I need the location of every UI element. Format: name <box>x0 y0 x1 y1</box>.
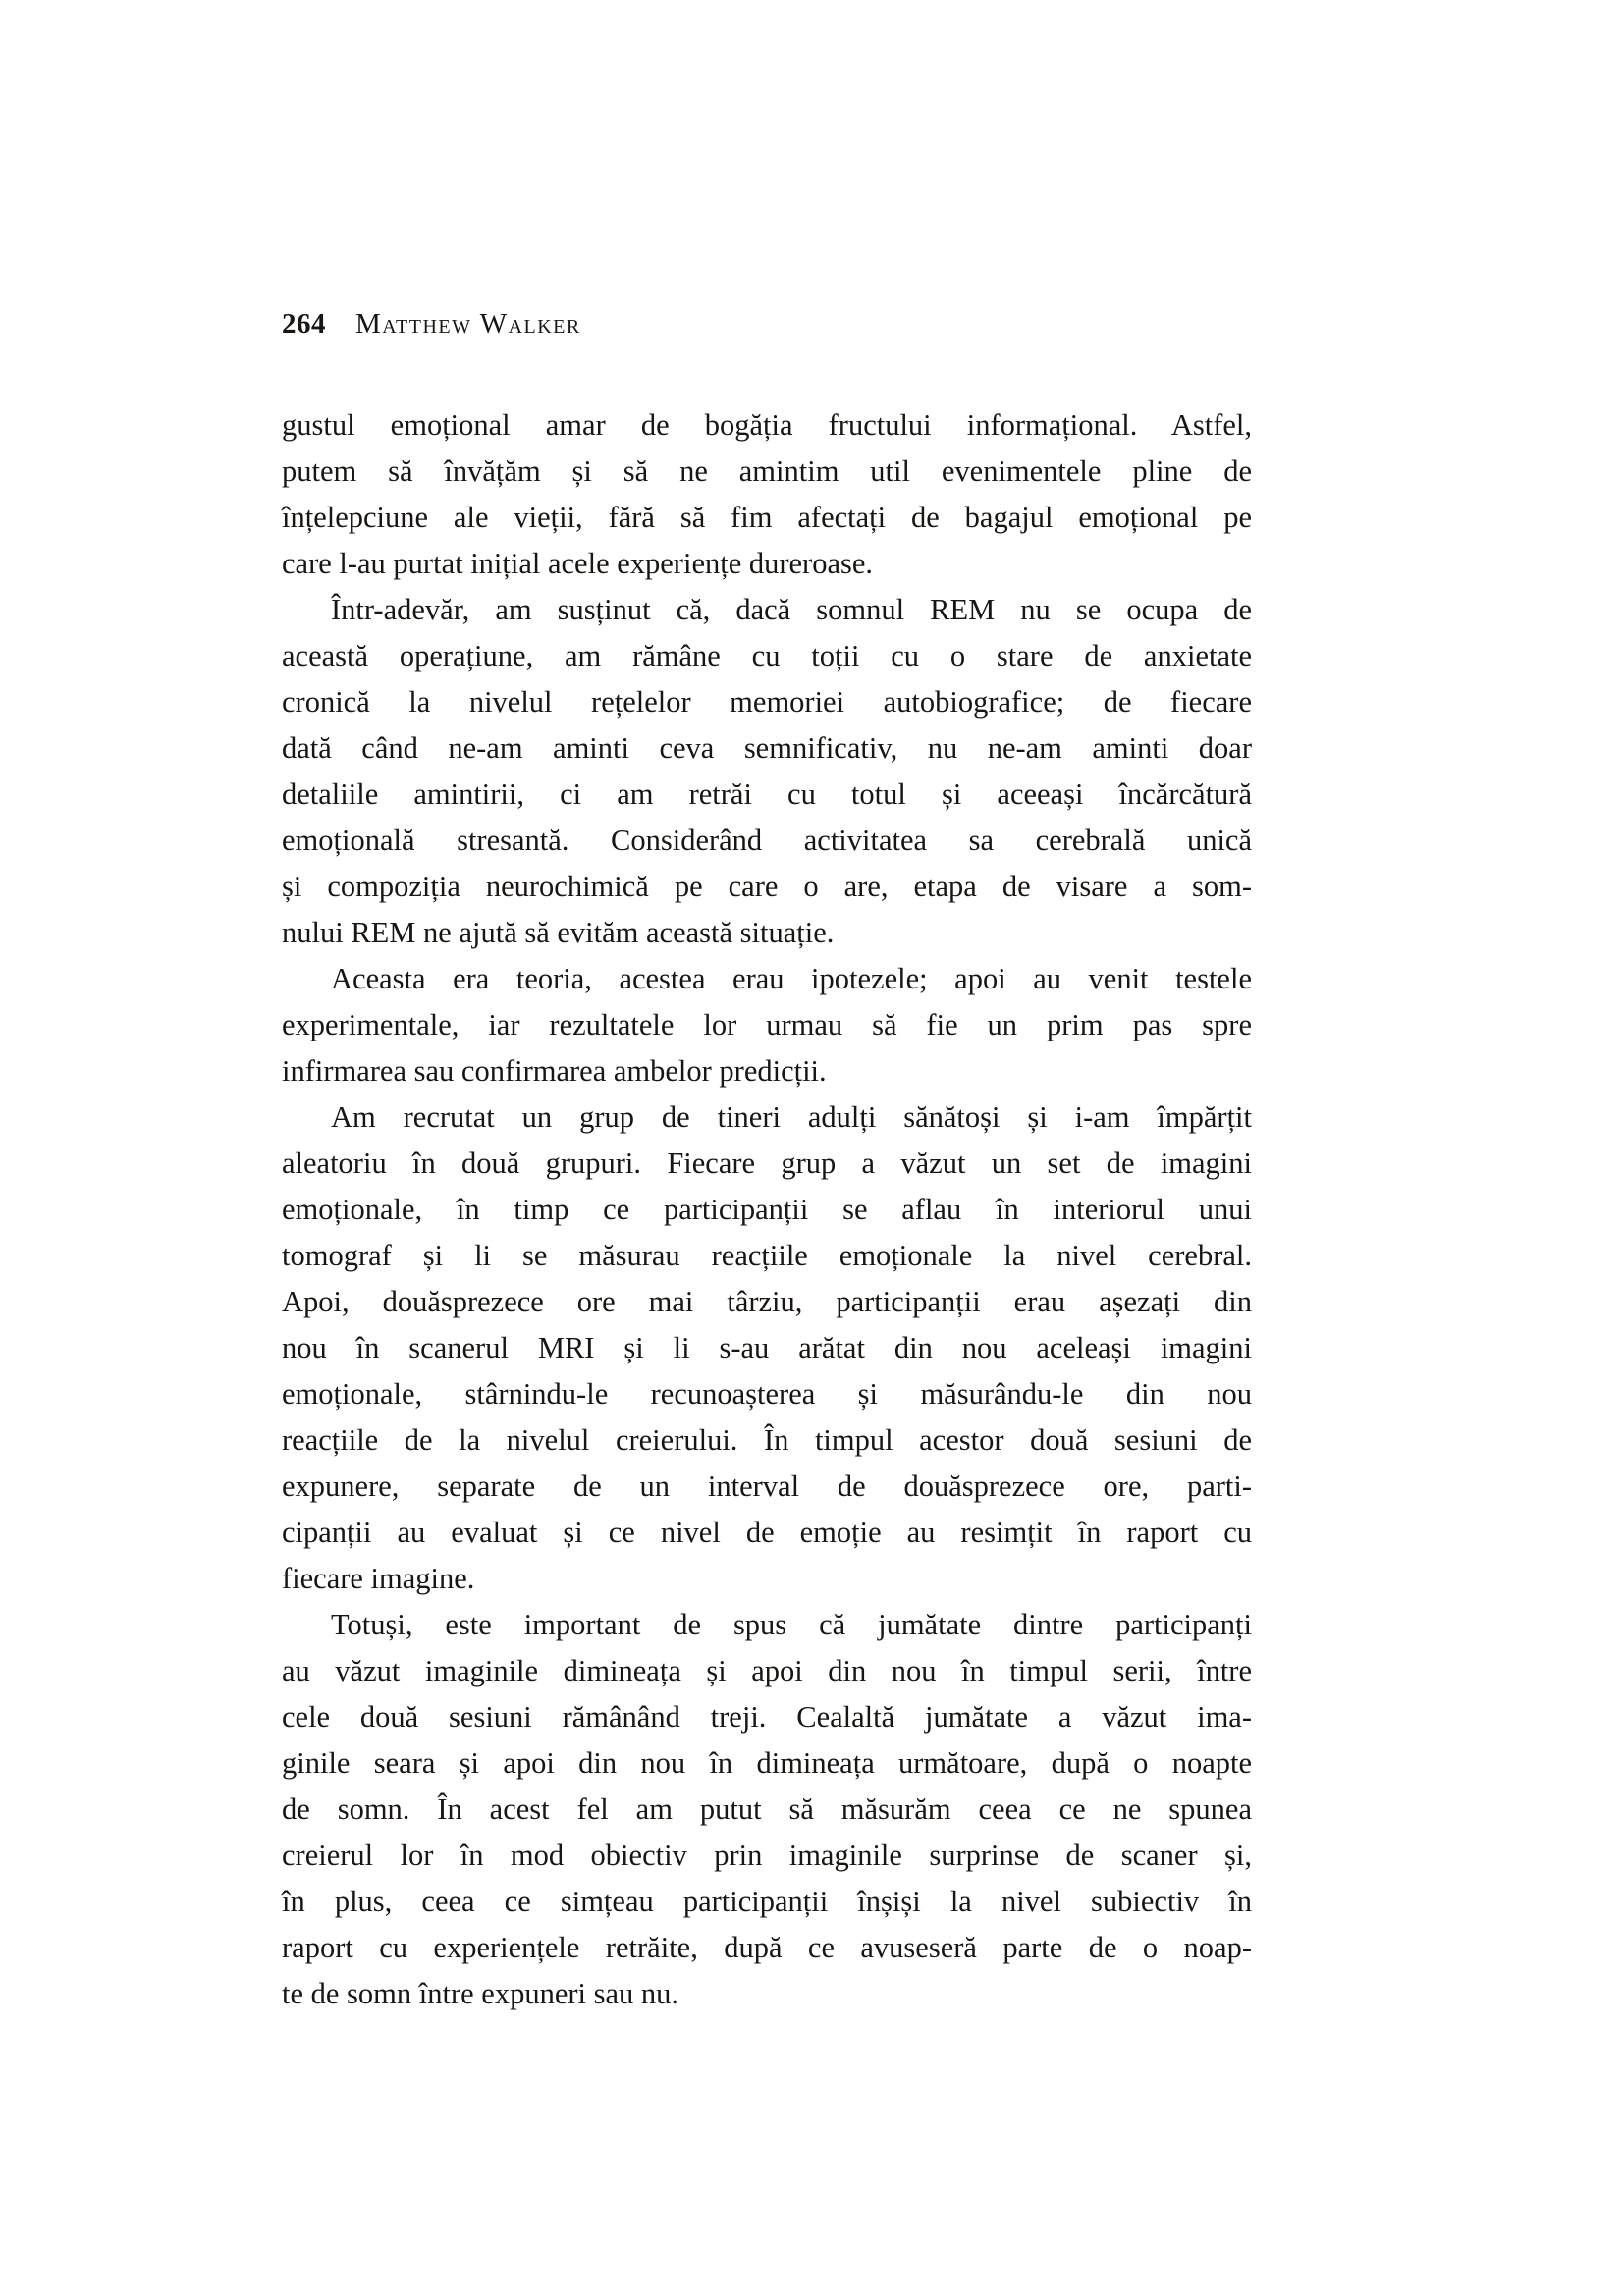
text-line: experimentale, iar rezultatele lor urmau să fie un prim pas spre <box>282 1008 1252 1041</box>
text-line: cele două sesiuni rămânând treji. Cealaltă jumătate a văzut ima- <box>282 1700 1252 1734</box>
text-line: Aceasta era teoria, acestea erau ipotezele; apoi au venit testele <box>331 962 1252 995</box>
text-line: Am recrutat un grup de tineri adulți sănătoși și i-am împărțit <box>331 1100 1252 1134</box>
paragraph <box>282 402 1252 587</box>
paragraph <box>282 1095 1252 1602</box>
text-line: Apoi, douăsprezece ore mai târziu, participanții erau așezați din <box>282 1285 1252 1318</box>
text-line: de somn. În acest fel am putut să măsurăm ceea ce ne spunea <box>282 1792 1252 1826</box>
text-line: dată când ne-am aminti ceva semnificativ, nu ne-am aminti doar <box>282 731 1252 765</box>
paragraph <box>282 1602 1252 2017</box>
text-line: și compoziția neurochimică pe care o are, etapa de visare a som- <box>282 870 1252 903</box>
text-line: fiecare imagine. <box>282 1562 475 1595</box>
text-line: cipanții au evaluat și ce nivel de emoție au resimțit în raport cu <box>282 1516 1252 1549</box>
text-column <box>282 402 1252 2017</box>
text-line: nului REM ne ajută să evităm această situație. <box>282 916 835 949</box>
text-line: ginile seara și apoi din nou în dimineața următoare, după o noapte <box>282 1746 1252 1780</box>
paragraph <box>282 587 1252 956</box>
text-line: reacțiile de la nivelul creierului. În timpul acestor două sesiuni de <box>282 1423 1252 1457</box>
text-line: te de somn între expuneri sau nu. <box>282 1977 679 2010</box>
page-number: 264 <box>282 308 326 340</box>
running-header <box>282 306 1252 342</box>
text-line: cronică la nivelul rețelelor memoriei autobiografice; de fiecare <box>282 685 1252 719</box>
text-line: creierul lor în mod obiectiv prin imaginile surprinse de scaner și, <box>282 1839 1252 1872</box>
paragraph <box>282 956 1252 1095</box>
text-line: gustul emoțional amar de bogăția fructului informațional. Astfel, <box>282 408 1252 442</box>
text-line: această operațiune, am rămâne cu toții cu o stare de anxietate <box>282 639 1252 672</box>
text-line: Într-adevăr, am susținut că, dacă somnul REM nu se ocupa de <box>331 593 1252 626</box>
text-line: nou în scanerul MRI și li s-au arătat din nou aceleași imagini <box>282 1331 1252 1364</box>
running-head-title: Matthew Walker <box>355 308 581 340</box>
text-line: expunere, separate de un interval de douăsprezece ore, parti- <box>282 1469 1252 1503</box>
text-line: Totuși, este important de spus că jumătate dintre participanți <box>331 1608 1252 1641</box>
text-line: putem să învățăm și să ne amintim util evenimentele pline de <box>282 454 1252 488</box>
text-line: infirmarea sau confirmarea ambelor predicții. <box>282 1054 827 1088</box>
text-line: emoționale, în timp ce participanții se aflau în interiorul unui <box>282 1193 1252 1226</box>
text-line: tomograf și li se măsurau reacțiile emoționale la nivel cerebral. <box>282 1239 1252 1272</box>
text-line: emoțională stresantă. Considerând activitatea sa cerebrală unică <box>282 824 1252 857</box>
text-line: raport cu experiențele retrăite, după ce avuseseră parte de o noap- <box>282 1931 1252 1964</box>
text-line: aleatoriu în două grupuri. Fiecare grup a văzut un set de imagini <box>282 1147 1252 1180</box>
text-line: detaliile amintirii, ci am retrăi cu totul și aceeași încărcătură <box>282 777 1252 811</box>
text-line: emoționale, stârnindu-le recunoașterea și măsurându-le din nou <box>282 1377 1252 1411</box>
text-line: au văzut imaginile dimineața și apoi din nou în timpul serii, între <box>282 1654 1252 1687</box>
text-line: care l-au purtat inițial acele experiențe dureroase. <box>282 547 874 580</box>
page-content <box>282 306 1252 2017</box>
text-line: în plus, ceea ce simțeau participanții înșiși la nivel subiectiv în <box>282 1885 1252 1918</box>
text-line: înțelepciune ale vieții, fără să fim afectați de bagajul emoțional pe <box>282 501 1252 534</box>
